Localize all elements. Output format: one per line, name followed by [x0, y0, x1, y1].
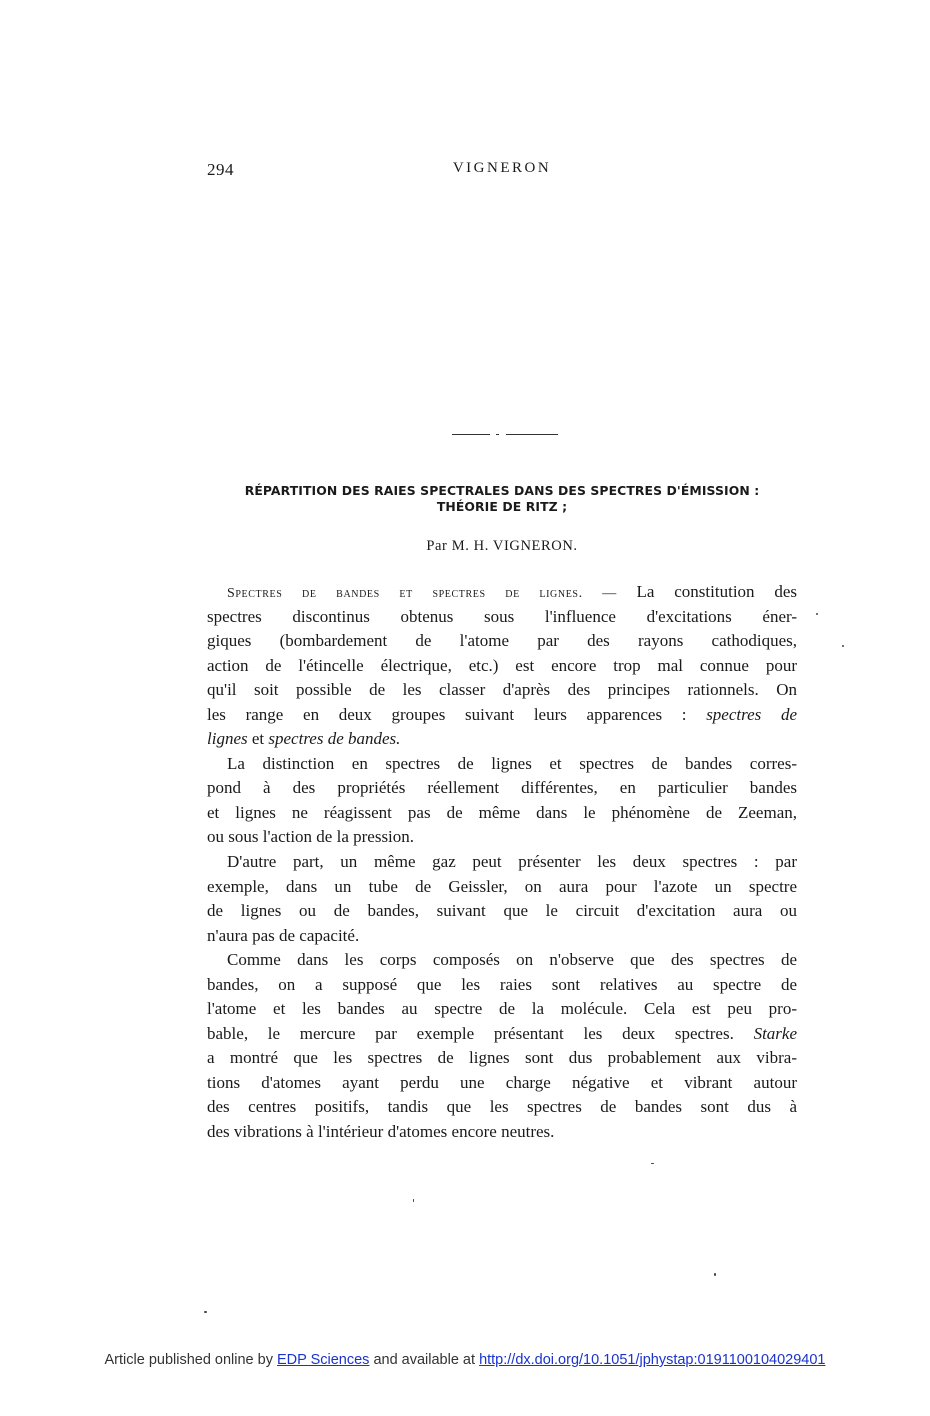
text-line: bable, le mercure par exemple présentant les deux spectres. Starke	[207, 1023, 797, 1043]
text-line: ou sous l'action de la pression.	[207, 827, 415, 847]
text-line: La distinction en spectres de lignes et spectres de bandes corres-	[227, 753, 797, 773]
text-line: pond à des propriétés réellement différentes, en particulier bandes	[207, 778, 797, 798]
text-line: et lignes ne réagissent pas de même dans le phénomène de Zeeman,	[207, 802, 797, 822]
text-line: n'aura pas de capacité.	[207, 925, 360, 945]
publisher-link[interactable]: EDP Sciences	[277, 1352, 370, 1368]
text-line: des vibrations à l'intérieur d'atomes encore neutres.	[207, 1122, 555, 1142]
scan-speck	[714, 1273, 716, 1276]
text-line: qu'il soit possible de les classer d'après des principes rationnels. On	[207, 680, 797, 700]
page-number: 294	[207, 160, 234, 179]
text-line: lignes et spectres de bandes.	[207, 729, 401, 749]
text-line: Comme dans les corps composés on n'observe que des spectres de	[227, 950, 797, 970]
text-line: tions d'atomes ayant perdu une charge négative et vibrant autour	[207, 1072, 797, 1092]
scan-speck	[204, 1311, 207, 1313]
text-line: Spectres de bandes et spectres de lignes. — La constitution des	[227, 582, 797, 601]
text-line: les range en deux groupes suivant leurs apparences : spectres de	[207, 704, 798, 724]
section-heading: Spectres de bandes et spectres de lignes. —	[227, 586, 637, 601]
article-body	[207, 580, 797, 1145]
text-line: spectres discontinus obtenus sous l'influence d'excitations éner-	[207, 606, 797, 626]
text-line: a montré que les spectres de lignes sont dus probablement aux vibra-	[207, 1048, 797, 1068]
text-line: D'autre part, un même gaz peut présenter les deux spectres : par	[227, 852, 797, 872]
text-line: des centres positifs, tandis que les spectres de bandes sont dus à	[207, 1097, 797, 1117]
text-line: l'atome et les bandes au spectre de la molécule. Cela est peu pro-	[207, 999, 797, 1019]
article-title-line-1: RÉPARTITION DES RAIES SPECTRALES DANS DES SPECTRES D'ÉMISSION :	[244, 483, 760, 498]
publication-footer: Article published online by EDP Sciences and available at http://dx.doi.org/10.1051/jphystap:0191100104029401	[104, 1352, 826, 1368]
page-header	[207, 160, 797, 184]
text-line: exemple, dans un tube de Geissler, on aura pour l'azote un spectre	[207, 876, 797, 896]
running-head: VIGNERON	[452, 160, 552, 176]
article-title-line-2: THÉORIE DE RITZ ;	[436, 499, 568, 514]
scan-speck	[842, 645, 844, 647]
text-line: action de l'étincelle électrique, etc.) est encore trop mal connue pour	[207, 655, 797, 675]
doi-link[interactable]: http://dx.doi.org/10.1051/jphystap:0191100104029401	[479, 1352, 826, 1368]
text-line: de lignes ou de bandes, suivant que le circuit d'excitation aura ou	[207, 901, 797, 921]
scan-speck	[816, 613, 818, 615]
text-line: giques (bombardement de l'atome par des rayons cathodiques,	[207, 631, 797, 651]
scan-speck	[651, 1163, 654, 1164]
text-line: bandes, on a supposé que les raies sont relatives au spectre de	[207, 974, 797, 994]
scan-speck	[413, 1199, 414, 1202]
section-separator-rule	[452, 434, 558, 436]
article-title	[207, 483, 797, 515]
author-byline: Par M. H. VIGNERON.	[426, 538, 578, 554]
